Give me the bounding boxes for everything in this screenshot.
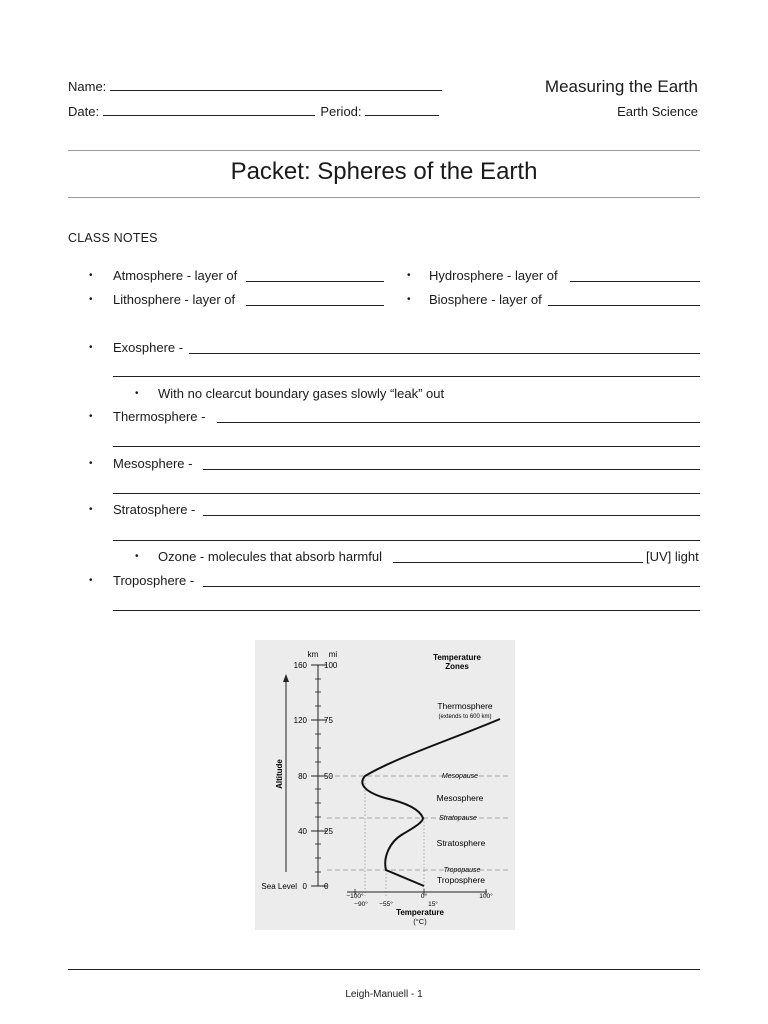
bullet: • — [135, 388, 139, 399]
unit-title: Measuring the Earth — [544, 77, 698, 96]
bullet: • — [89, 342, 93, 353]
bullet: • — [89, 575, 93, 586]
mi-tick-label: 50 — [324, 772, 333, 781]
stratosphere-label: Stratosphere — [436, 838, 486, 848]
mesopause-label: Mesopause — [441, 773, 479, 780]
temp-tick-label: 15° — [428, 901, 438, 908]
blank-atmosphere[interactable] — [246, 281, 384, 282]
temp-tick-label: 0° — [420, 893, 428, 900]
blank-biosphere[interactable] — [548, 305, 700, 306]
bullet: • — [89, 458, 93, 469]
mi-tick-label: 100 — [324, 661, 338, 670]
note-ozone: Ozone - molecules that absorb harmful — [158, 549, 382, 564]
blank-exosphere-2[interactable] — [113, 376, 700, 377]
note-thermosphere: Thermosphere - — [113, 409, 206, 424]
blank-mesosphere-2[interactable] — [113, 493, 700, 494]
altitude-axis-label: Altitude — [275, 759, 284, 789]
blank-hydrosphere[interactable] — [570, 281, 700, 282]
thermosphere-note: (extends to 600 km) — [438, 714, 492, 720]
blank-stratosphere-2[interactable] — [113, 540, 700, 541]
thermosphere-label: Thermosphere — [437, 701, 493, 711]
zones-title: Zones — [445, 662, 469, 671]
mesosphere-label: Mesosphere — [436, 793, 484, 803]
note-exosphere: Exosphere - — [113, 340, 184, 355]
mi-tick-label: 0 — [324, 882, 329, 891]
name-field[interactable] — [110, 79, 442, 91]
footer-page-label: Leigh-Manuell - 1 — [345, 989, 423, 1000]
temperature-unit-label: (°C) — [413, 917, 427, 926]
mi-tick-label: 25 — [324, 827, 333, 836]
km-unit-label: km — [307, 650, 319, 659]
name-row — [68, 79, 442, 94]
stratopause-label: Stratopause — [439, 815, 477, 822]
page-title: Packet: Spheres of the Earth — [230, 158, 538, 185]
blank-ozone[interactable] — [393, 562, 643, 563]
blank-troposphere-2[interactable] — [113, 610, 700, 611]
temp-tick-label: −55° — [379, 901, 393, 908]
date-row — [68, 104, 439, 119]
temp-tick-label: −100° — [346, 893, 364, 900]
note-ozone-tail: [UV] light — [646, 549, 699, 564]
note-biosphere: Biosphere - layer of — [429, 292, 542, 307]
km-tick-label: 80 — [298, 772, 307, 781]
section-heading: CLASS NOTES — [68, 231, 158, 245]
footer-divider — [68, 969, 700, 970]
atmosphere-temperature-diagram — [255, 640, 515, 930]
note-troposphere: Troposphere - — [113, 573, 195, 588]
blank-lithosphere[interactable] — [246, 305, 384, 306]
blank-mesosphere-1[interactable] — [203, 469, 700, 470]
blank-exosphere-1[interactable] — [189, 353, 700, 354]
note-exosphere-sub: With no clearcut boundary gases slowly “leak” out — [158, 386, 445, 401]
period-label: Period: — [320, 104, 362, 119]
blank-thermosphere-1[interactable] — [217, 422, 700, 423]
bullet: • — [407, 294, 411, 305]
date-label: Date: — [68, 104, 100, 119]
note-atmosphere: Atmosphere - layer of — [113, 268, 238, 283]
name-label: Name: — [68, 79, 107, 94]
mi-tick-label: 75 — [324, 716, 333, 725]
km-tick-label: 120 — [293, 716, 307, 725]
troposphere-label: Troposphere — [437, 875, 485, 885]
km-tick-label: 0 — [302, 882, 307, 891]
temp-tick-label: −90° — [354, 901, 368, 908]
period-field[interactable] — [365, 104, 439, 116]
bullet: • — [135, 551, 139, 562]
note-stratosphere: Stratosphere - — [113, 502, 196, 517]
title-divider — [68, 197, 700, 198]
note-lithosphere: Lithosphere - layer of — [113, 292, 236, 307]
km-tick-label: 160 — [293, 661, 307, 670]
temperature-axis-label: Temperature — [396, 908, 444, 917]
blank-troposphere-1[interactable] — [203, 586, 700, 587]
top-divider — [68, 150, 700, 151]
course-name: Earth Science — [617, 104, 698, 119]
bullet: • — [89, 270, 93, 281]
bullet: • — [89, 504, 93, 515]
bullet: • — [89, 411, 93, 422]
bullet: • — [407, 270, 411, 281]
sea-level-label: Sea Level — [261, 882, 297, 891]
bullet: • — [89, 294, 93, 305]
note-mesosphere: Mesosphere - — [113, 456, 193, 471]
note-hydrosphere: Hydrosphere - layer of — [429, 268, 558, 283]
blank-stratosphere-1[interactable] — [203, 515, 700, 516]
blank-thermosphere-2[interactable] — [113, 446, 700, 447]
zones-title: Temperature — [433, 653, 481, 662]
km-tick-label: 40 — [298, 827, 307, 836]
temp-tick-label: 100° — [479, 893, 493, 900]
mi-unit-label: mi — [328, 650, 338, 659]
tropopause-label: Tropopause — [443, 867, 481, 874]
date-field[interactable] — [103, 104, 315, 116]
